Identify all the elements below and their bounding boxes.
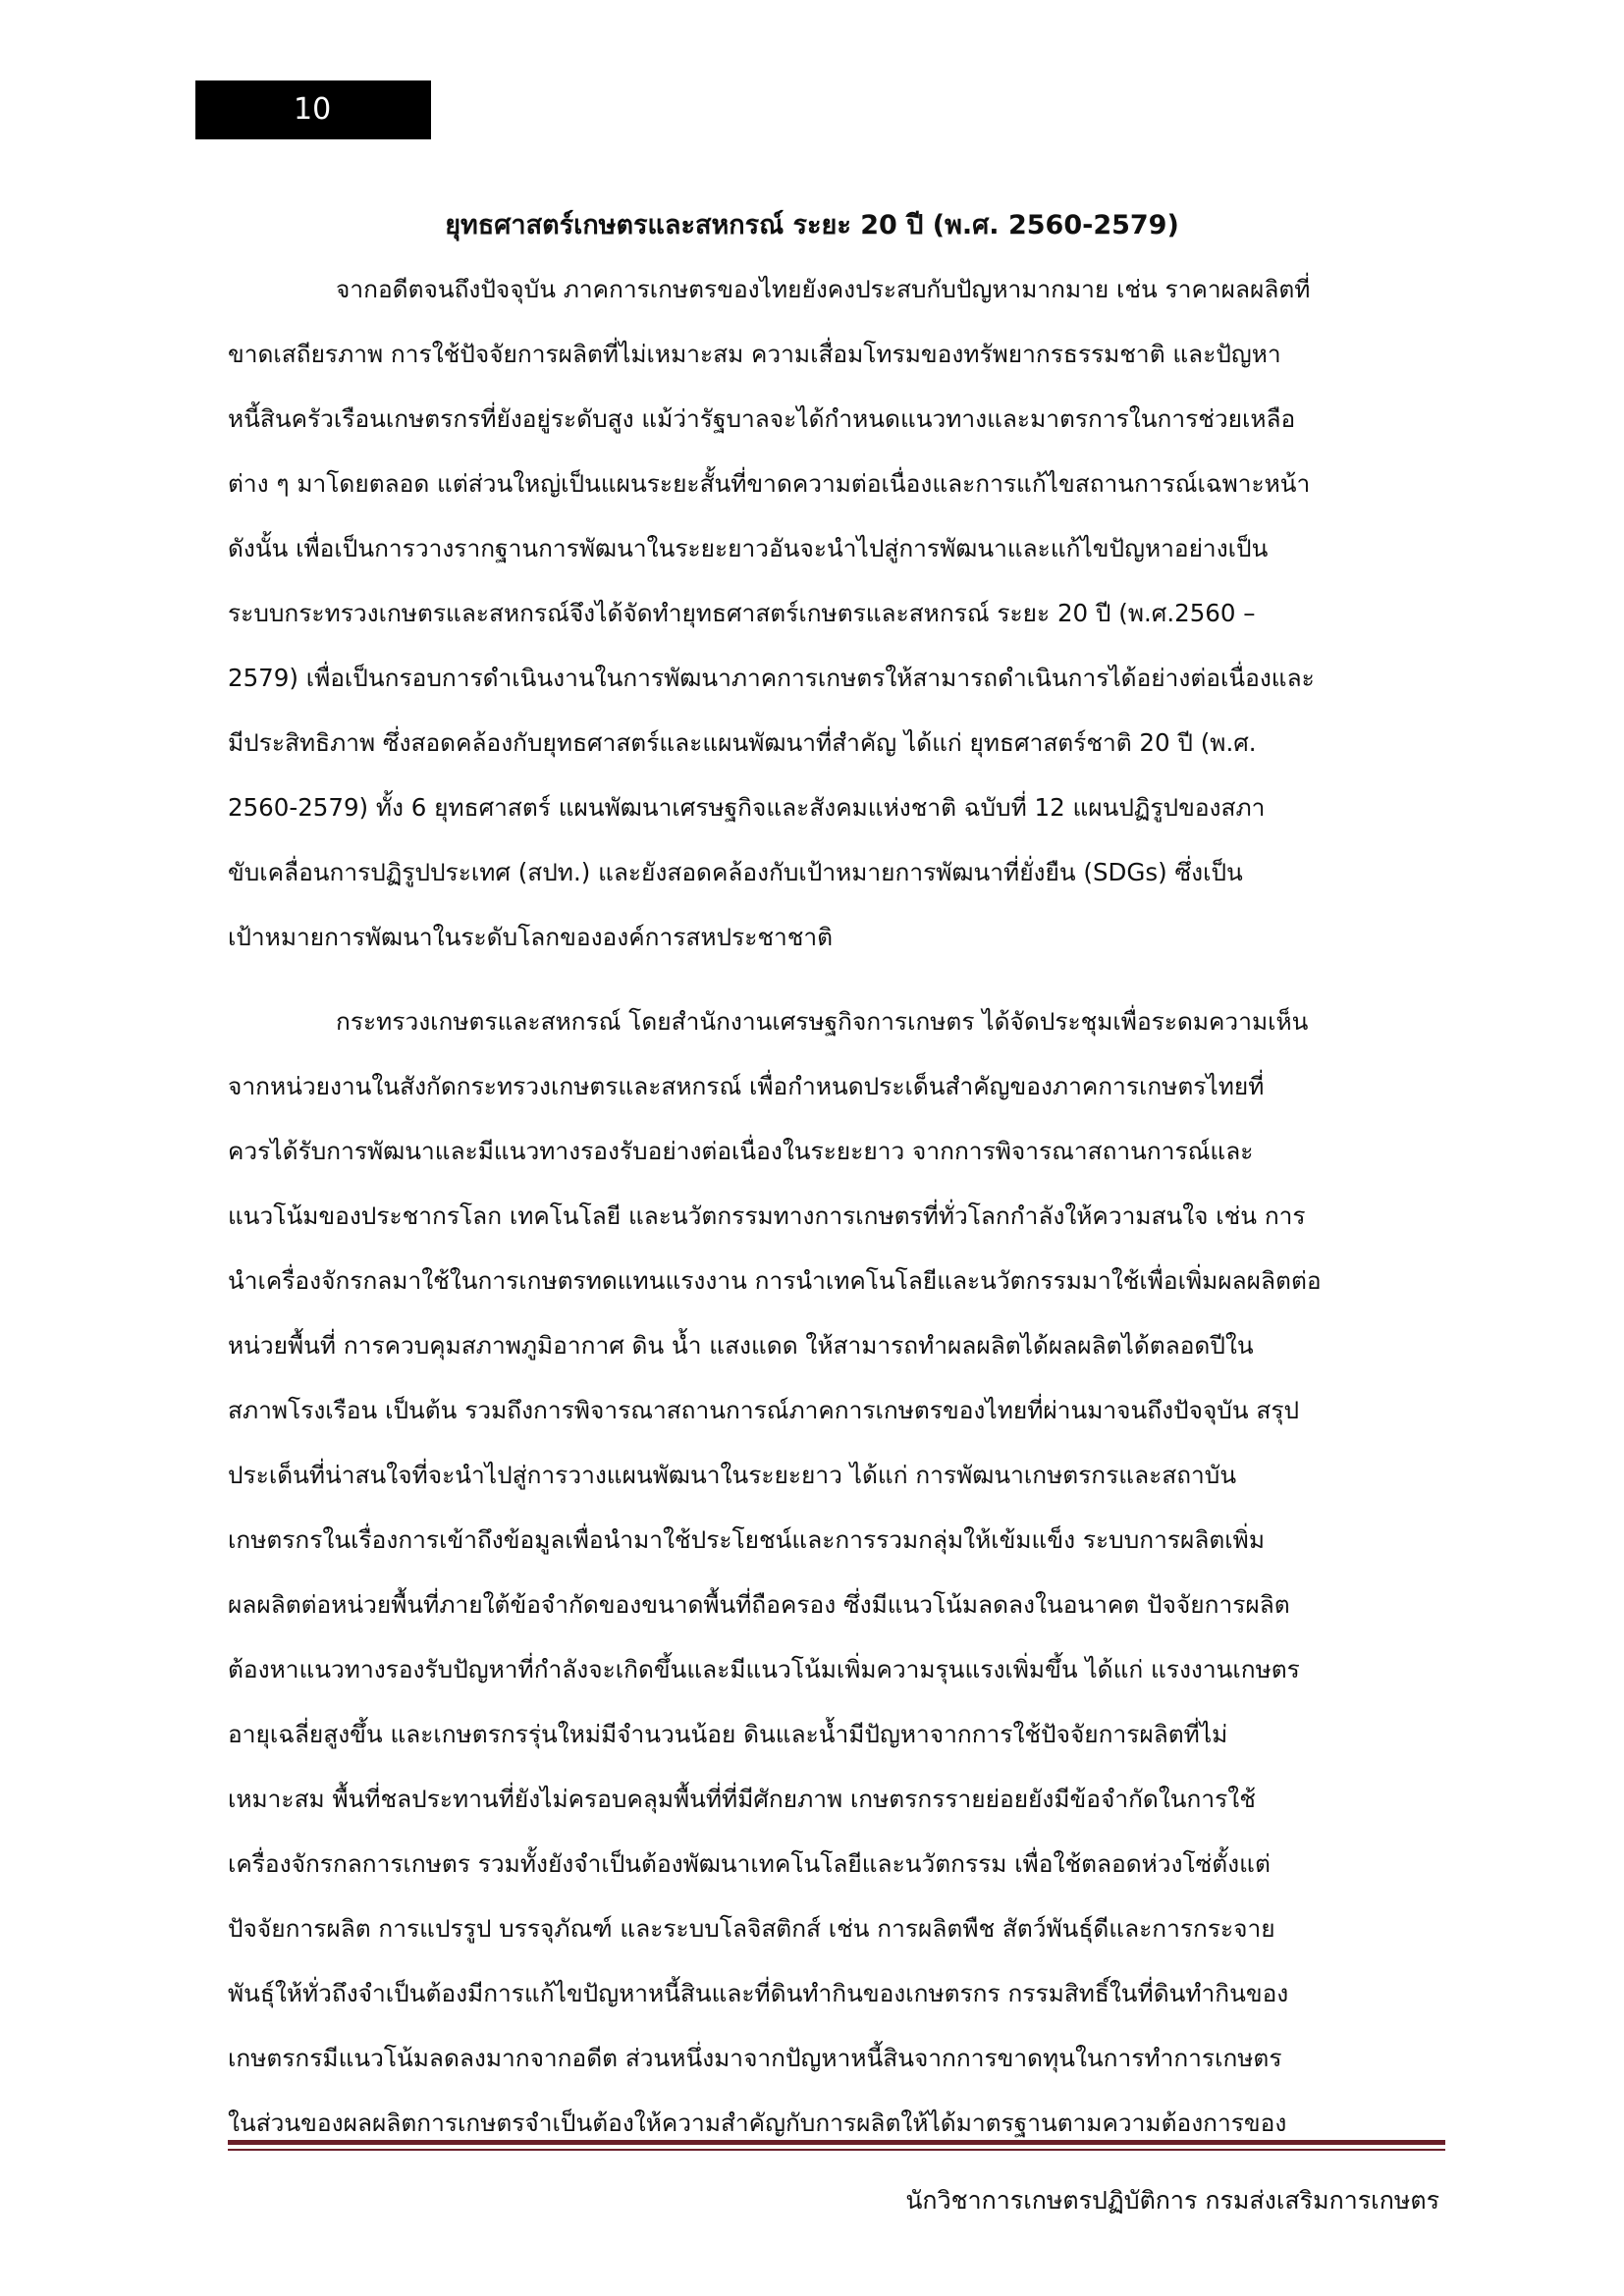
paragraph-1 <box>228 257 1428 970</box>
paragraph-line: ขาดเสถียรภาพ การใช้ปัจจัยการผลิตที่ไม่เหมาะสม ความเสื่อมโทรมของทรัพยากรธรรมชาติ และปัญหา <box>228 340 1281 368</box>
page-number-box <box>195 80 431 139</box>
paragraph-line: เครื่องจักรกลการเกษตร รวมทั้งยังจำเป็นต้องพัฒนาเทคโนโลยีและนวัตกรรม เพื่อใช้ตลอดห่วงโซ่ตั้งแต่ <box>228 1849 1271 1878</box>
footer-divider-thin <box>228 2149 1445 2151</box>
paragraph-line: ประเด็นที่น่าสนใจที่จะนำไปสู่การวางแผนพัฒนาในระยะยาว ได้แก่ การพัฒนาเกษตรกรและสถาบัน <box>228 1461 1237 1489</box>
footer-author: นักวิชาการเกษตรปฏิบัติการ กรมส่งเสริมการเกษตร <box>905 2186 1439 2215</box>
paragraph-2 <box>228 989 1428 2156</box>
page-number: 10 <box>294 92 332 127</box>
paragraph-line: ควรได้รับการพัฒนาและมีแนวทางรองรับอย่างต่อเนื่องในระยะยาว จากการพิจารณาสถานการณ์และ <box>228 1137 1254 1165</box>
paragraph-line: ต่าง ๆ มาโดยตลอด แต่ส่วนใหญ่เป็นแผนระยะสั้นที่ขาดความต่อเนื่องและการแก้ไขสถานการณ์เฉพาะหน้า <box>228 469 1311 498</box>
paragraph-line: หน่วยพื้นที่ การควบคุมสภาพภูมิอากาศ ดิน น้ำ แสงแดด ให้สามารถทำผลผลิตได้ผลผลิตได้ตลอดปีใน <box>228 1331 1254 1360</box>
paragraph-line: จากหน่วยงานในสังกัดกระทรวงเกษตรและสหกรณ์ เพื่อกำหนดประเด็นสำคัญของภาคการเกษตรไทยที่ <box>228 1072 1265 1100</box>
paragraph-line: พันธุ์ให้ทั่วถึงจำเป็นต้องมีการแก้ไขปัญหาหนี้สินและที่ดินทำกินของเกษตรกร กรรมสิทธิ์ในที่ดินทำกินของ <box>228 1979 1289 2007</box>
paragraph-line: นำเครื่องจักรกลมาใช้ในการเกษตรทดแทนแรงงาน การนำเทคโนโลยีและนวัตกรรมมาใช้เพื่อเพิ่มผลผลิตต่อ <box>228 1266 1322 1295</box>
paragraph-line: ในส่วนของผลผลิตการเกษตรจำเป็นต้องให้ความสำคัญกับการผลิตให้ได้มาตรฐานตามความต้องการของ <box>228 2109 1287 2137</box>
document-title: ยุทธศาสตร์เกษตรและสหกรณ์ ระยะ 20 ปี (พ.ศ. 2560-2579) <box>445 210 1179 240</box>
paragraph-line: หนี้สินครัวเรือนเกษตรกรที่ยังอยู่ระดับสูง แม้ว่ารัฐบาลจะได้กำหนดแนวทางและมาตรการในการช่วยเหลือ <box>228 404 1296 433</box>
paragraph-line: เหมาะสม พื้นที่ชลประทานที่ยังไม่ครอบคลุมพื้นที่ที่มีศักยภาพ เกษตรกรรายย่อยยังมีข้อจำกัดในการใช้ <box>228 1785 1256 1813</box>
paragraph-line: 2579) เพื่อเป็นกรอบการดำเนินงานในการพัฒนาภาคการเกษตรให้สามารถดำเนินการได้อย่างต่อเนื่องและ <box>228 664 1315 692</box>
paragraph-line: มีประสิทธิภาพ ซึ่งสอดคล้องกับยุทธศาสตร์และแผนพัฒนาที่สำคัญ ได้แก่ ยุทธศาสตร์ชาติ 20 ปี (พ.ศ. <box>228 728 1257 757</box>
paragraph-line: ปัจจัยการผลิต การแปรรูป บรรจุภัณฑ์ และระบบโลจิสติกส์ เช่น การผลิตพืช สัตว์พันธุ์ดีและการกระจาย <box>228 1914 1275 1943</box>
paragraph-line: ดังนั้น เพื่อเป็นการวางรากฐานการพัฒนาในระยะยาวอันจะนำไปสู่การพัฒนาและแก้ไขปัญหาอย่างเป็น <box>228 534 1269 562</box>
paragraph-line: จากอดีตจนถึงปัจจุบัน ภาคการเกษตรของไทยยังคงประสบกับปัญหามากมาย เช่น ราคาผลผลิตที่ <box>336 275 1311 303</box>
paragraph-line: ระบบกระทรวงเกษตรและสหกรณ์จึงได้จัดทำยุทธศาสตร์เกษตรและสหกรณ์ ระยะ 20 ปี (พ.ศ.2560 – <box>228 599 1256 627</box>
paragraph-line: เป้าหมายการพัฒนาในระดับโลกขององค์การสหประชาชาติ <box>228 923 834 951</box>
paragraph-line: ต้องหาแนวทางรองรับปัญหาที่กำลังจะเกิดขึ้นและมีแนวโน้มเพิ่มความรุนแรงเพิ่มขึ้น ได้แก่ แรงงานเกษตร <box>228 1655 1300 1683</box>
paragraph-line: แนวโน้มของประชากรโลก เทคโนโลยี และนวัตกรรมทางการเกษตรที่ทั่วโลกกำลังให้ความสนใจ เช่น การ <box>228 1201 1306 1230</box>
paragraph-line: เกษตรกรมีแนวโน้มลดลงมากจากอดีต ส่วนหนึ่งมาจากปัญหาหนี้สินจากการขาดทุนในการทำการเกษตร <box>228 2044 1282 2072</box>
paragraph-line: สภาพโรงเรือน เป็นต้น รวมถึงการพิจารณาสถานการณ์ภาคการเกษตรของไทยที่ผ่านมาจนถึงปัจจุบัน สรุป <box>228 1396 1300 1424</box>
paragraph-line: กระทรวงเกษตรและสหกรณ์ โดยสำนักงานเศรษฐกิจการเกษตร ได้จัดประชุมเพื่อระดมความเห็น <box>336 1007 1309 1036</box>
footer-divider <box>228 2140 1445 2145</box>
paragraph-line: 2560-2579) ทั้ง 6 ยุทธศาสตร์ แผนพัฒนาเศรษฐกิจและสังคมแห่งชาติ ฉบับที่ 12 แผนปฏิรูปของสภา <box>228 793 1266 822</box>
paragraph-line: ผลผลิตต่อหน่วยพื้นที่ภายใต้ข้อจำกัดของขนาดพื้นที่ถือครอง ซึ่งมีแนวโน้มลดลงในอนาคต ปัจจัยการผลิต <box>228 1590 1290 1619</box>
paragraph-line: ขับเคลื่อนการปฏิรูปประเทศ (สปท.) และยังสอดคล้องกับเป้าหมายการพัฒนาที่ยั่งยืน (SDGs) ซึ่งเป็น <box>228 858 1243 886</box>
paragraph-line: เกษตรกรในเรื่องการเข้าถึงข้อมูลเพื่อนำมาใช้ประโยชน์และการรวมกลุ่มให้เข้มแข็ง ระบบการผลิตเพิ่ม <box>228 1525 1265 1554</box>
paragraph-line: อายุเฉลี่ยสูงขึ้น และเกษตรกรรุ่นใหม่มีจำนวนน้อย ดินและน้ำมีปัญหาจากการใช้ปัจจัยการผลิตที่ไม่ <box>228 1720 1228 1748</box>
